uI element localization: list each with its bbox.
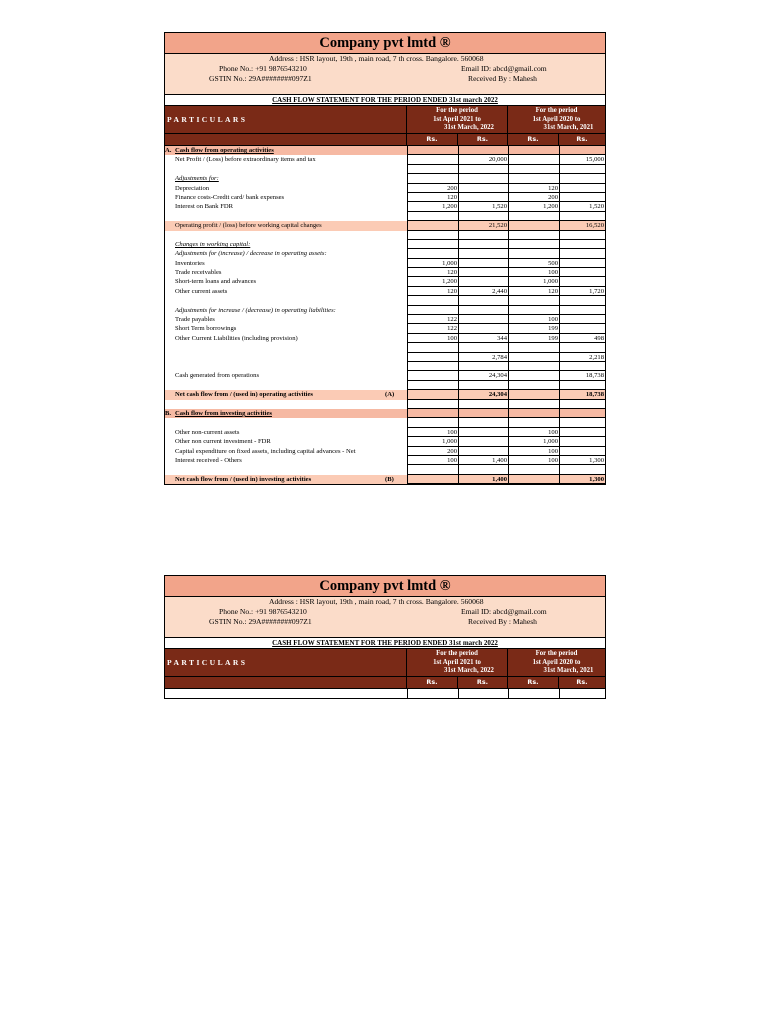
amount-cell (559, 343, 605, 352)
amount-cell (458, 362, 508, 371)
table-row (165, 362, 605, 371)
amount-cell: 500 (508, 259, 559, 268)
table-row (165, 437, 605, 446)
amount-cell (458, 240, 508, 249)
table-row (165, 174, 605, 183)
row-label: Adjustments for (increase) / decrease in operating assets: (175, 250, 327, 258)
row-label (165, 465, 407, 474)
table-header (165, 649, 605, 677)
amount-cell: 1,200 (508, 202, 559, 211)
row-label: Inventories (175, 259, 205, 267)
amount-cell (407, 146, 458, 155)
amount-cell: 120 (508, 184, 559, 193)
amount-cell (458, 381, 508, 390)
amount-cell (407, 409, 458, 418)
row-label: Depreciation (175, 184, 210, 192)
amount-cell: 1,200 (407, 277, 458, 286)
company-gstin: GSTIN No.: 29A########097Z1 (209, 74, 312, 83)
table-row (165, 418, 605, 427)
period-2022-heading: For the period 1st April 2021 to 31st March, 2022 (407, 649, 508, 676)
amount-cell: 18,738 (559, 371, 605, 380)
amount-cell: 20,000 (458, 155, 508, 164)
amount-cell (508, 400, 559, 409)
particulars-heading: PARTICULARS (165, 649, 407, 676)
amount-cell (559, 240, 605, 249)
amount-cell (508, 231, 559, 240)
amount-cell (407, 400, 458, 409)
amount-cell: 1,000 (407, 437, 458, 446)
amount-cell (508, 390, 559, 399)
amount-cell (508, 296, 559, 305)
table-row (165, 193, 605, 202)
amount-cell: 100 (508, 268, 559, 277)
amount-cell (508, 165, 559, 174)
table-row (165, 277, 605, 286)
row-label: Cash flow from operating activities (175, 147, 274, 154)
amount-cell (508, 306, 559, 315)
row-label: Cash flow from investing activities (175, 409, 272, 417)
amount-cell (407, 155, 458, 164)
table-row (165, 381, 605, 390)
table-row (165, 249, 605, 258)
row-label: Interest on Bank FDR (175, 203, 234, 211)
statement-title: CASH FLOW STATEMENT FOR THE PERIOD ENDED 31st march 2022 (165, 638, 605, 649)
amount-cell: 122 (407, 315, 458, 324)
currency-row: Rs. Rs. Rs. Rs. (165, 134, 605, 146)
row-label (165, 353, 407, 362)
table-row (165, 165, 605, 174)
row-label: Other Current Liabilities (including provision) (175, 334, 298, 342)
amount-cell: 100 (407, 428, 458, 437)
amount-cell (508, 343, 559, 352)
amount-cell (508, 155, 559, 164)
amount-cell (559, 296, 605, 305)
amount-cell (508, 353, 559, 362)
table-row (165, 212, 605, 221)
period-2021-heading: For the period 1st April 2020 to 31st March, 2021 (532, 107, 594, 132)
row-label: Changes in working capital: (175, 240, 251, 248)
company-title: Company pvt lmtd ® (165, 32, 605, 54)
row-label (165, 165, 407, 174)
table-row (165, 268, 605, 277)
amount-cell (559, 165, 605, 174)
amount-cell (407, 475, 458, 484)
row-label: Adjustments for increase / (decrease) in operating liabilities: (175, 306, 336, 314)
company-info (165, 54, 605, 84)
amount-cell (559, 315, 605, 324)
amount-cell: 2,218 (559, 353, 605, 362)
row-label: Other non-current assets (175, 428, 240, 436)
row-tag: (A) (385, 391, 395, 399)
amount-cell: 16,520 (559, 221, 605, 230)
cash-flow-sheet-2 (164, 575, 606, 699)
table-row (165, 315, 605, 324)
amount-cell (458, 465, 508, 474)
amount-cell (458, 212, 508, 221)
table-row (165, 353, 605, 362)
amount-cell (407, 296, 458, 305)
amount-cell (559, 437, 605, 446)
amount-cell: 120 (407, 268, 458, 277)
period-2022-heading: For the period 1st April 2021 to 31st March, 2022 (407, 106, 508, 133)
table-row (165, 287, 605, 296)
amount-cell (559, 409, 605, 418)
table-row (165, 146, 605, 155)
row-label (165, 418, 407, 427)
amount-cell (458, 146, 508, 155)
amount-cell (458, 231, 508, 240)
company-address: Address : HSR layout, 19th , main road, 7 th cross. Bangalore. 560068 (269, 597, 484, 606)
row-label: Trade payables (175, 316, 215, 324)
amount-cell: 1,300 (559, 475, 605, 484)
amount-cell (559, 324, 605, 333)
amount-cell: 21,520 (458, 221, 508, 230)
amount-cell (458, 296, 508, 305)
amount-cell (458, 184, 508, 193)
amount-cell: 2,440 (458, 287, 508, 296)
company-email: Email ID: abcd@gmail.com (461, 607, 547, 616)
amount-cell: 100 (407, 456, 458, 465)
amount-cell (458, 418, 508, 427)
amount-cell (559, 428, 605, 437)
amount-cell (407, 362, 458, 371)
amount-cell: 15,000 (559, 155, 605, 164)
amount-cell (458, 249, 508, 258)
section-marker: A. (165, 147, 172, 154)
amount-cell (407, 343, 458, 352)
amount-cell (508, 362, 559, 371)
amount-cell (508, 240, 559, 249)
amount-cell (559, 212, 605, 221)
amount-cell (458, 306, 508, 315)
amount-cell (508, 146, 559, 155)
table-row (165, 202, 605, 211)
amount-cell: 1,400 (458, 475, 508, 484)
amount-cell (407, 390, 458, 399)
row-label: Capital expenditure on fixed assets, including capital advances - Net (175, 447, 356, 455)
table-row (165, 343, 605, 352)
amount-cell (407, 418, 458, 427)
row-label (165, 381, 407, 390)
table-row (165, 155, 605, 164)
company-phone: Phone No.: +91 9876543210 (219, 64, 307, 73)
amount-cell (508, 221, 559, 230)
row-label: Other current assets (175, 287, 228, 295)
amount-cell: 1,520 (559, 202, 605, 211)
row-label (165, 296, 407, 305)
currency-row: Rs. Rs. Rs. Rs. (165, 677, 605, 689)
row-label (165, 343, 407, 352)
row-label: Other non current investment - FDR (175, 438, 271, 446)
amount-cell (559, 193, 605, 202)
amount-cell (559, 231, 605, 240)
received-by: Received By : Mahesh (468, 617, 537, 626)
amount-cell (407, 353, 458, 362)
amount-cell: 2,784 (458, 353, 508, 362)
row-label: Adjustments for: (175, 175, 219, 183)
amount-cell (407, 240, 458, 249)
row-label (165, 362, 407, 371)
amount-cell: 120 (508, 287, 559, 296)
amount-cell (407, 381, 458, 390)
amount-cell (407, 174, 458, 183)
amount-cell (407, 221, 458, 230)
row-label (165, 212, 407, 221)
amount-cell: 498 (559, 334, 605, 343)
amount-cell (458, 268, 508, 277)
table-row (165, 231, 605, 240)
row-label: Operating profit / (loss) before working capital changes (175, 222, 322, 230)
table-row (165, 334, 605, 343)
table-row (165, 409, 605, 418)
table-row (165, 428, 605, 437)
amount-cell: 18,738 (559, 390, 605, 399)
company-email: Email ID: abcd@gmail.com (461, 64, 547, 73)
amount-cell: 199 (508, 324, 559, 333)
cash-flow-sheet-1 (164, 32, 606, 485)
amount-cell (559, 249, 605, 258)
amount-cell: 200 (407, 447, 458, 456)
statement-rows (165, 146, 605, 484)
table-row (165, 259, 605, 268)
amount-cell (458, 437, 508, 446)
row-label: Trade receivables (175, 269, 222, 277)
amount-cell (559, 268, 605, 277)
amount-cell (407, 165, 458, 174)
amount-cell (559, 418, 605, 427)
amount-cell (559, 306, 605, 315)
row-label (165, 231, 407, 240)
amount-cell: 120 (407, 287, 458, 296)
amount-cell (508, 249, 559, 258)
amount-cell (559, 400, 605, 409)
amount-cell (508, 409, 559, 418)
amount-cell (559, 259, 605, 268)
amount-cell: 344 (458, 334, 508, 343)
amount-cell: 122 (407, 324, 458, 333)
section-marker: B. (165, 409, 172, 417)
amount-cell: 200 (508, 193, 559, 202)
amount-cell: 200 (407, 184, 458, 193)
amount-cell: 120 (407, 193, 458, 202)
amount-cell (559, 174, 605, 183)
amount-cell (559, 447, 605, 456)
table-row (165, 456, 605, 465)
amount-cell (407, 249, 458, 258)
amount-cell: 100 (508, 456, 559, 465)
amount-cell (508, 418, 559, 427)
amount-cell: 24,304 (458, 390, 508, 399)
row-label: Net cash flow from / (used in) investing activities (175, 475, 312, 483)
amount-cell (458, 315, 508, 324)
amount-cell: 1,520 (458, 202, 508, 211)
row-label: Net cash flow from / (used in) operating activities (175, 391, 313, 399)
amount-cell (508, 212, 559, 221)
company-phone: Phone No.: +91 9876543210 (219, 607, 307, 616)
amount-cell (559, 381, 605, 390)
amount-cell: 1,200 (407, 202, 458, 211)
amount-cell (407, 306, 458, 315)
amount-cell (559, 146, 605, 155)
table-row (165, 324, 605, 333)
amount-cell: 100 (407, 334, 458, 343)
received-by: Received By : Mahesh (468, 74, 537, 83)
company-gstin: GSTIN No.: 29A########097Z1 (209, 617, 312, 626)
row-label: Cash generated from operations (175, 372, 260, 380)
table-row (165, 306, 605, 315)
amount-cell (559, 362, 605, 371)
amount-cell (458, 400, 508, 409)
amount-cell: 100 (508, 428, 559, 437)
period-2021-heading: For the period 1st April 2020 to 31st March, 2021 (532, 650, 594, 675)
amount-cell (508, 475, 559, 484)
amount-cell (508, 174, 559, 183)
table-row (165, 465, 605, 474)
row-label: Short Term borrowings (175, 325, 237, 333)
company-info (165, 597, 605, 627)
amount-cell (559, 465, 605, 474)
amount-cell (559, 184, 605, 193)
amount-cell (458, 277, 508, 286)
amount-cell: 1,720 (559, 287, 605, 296)
amount-cell (458, 165, 508, 174)
amount-cell (407, 231, 458, 240)
amount-cell (458, 428, 508, 437)
amount-cell: 100 (508, 447, 559, 456)
amount-cell: 1,000 (508, 277, 559, 286)
table-row (165, 689, 605, 698)
amount-cell (508, 465, 559, 474)
table-row (165, 447, 605, 456)
table-row (165, 400, 605, 409)
table-row (165, 296, 605, 305)
amount-cell (458, 174, 508, 183)
amount-cell (458, 324, 508, 333)
amount-cell (407, 212, 458, 221)
row-label: Short-term loans and advances (175, 278, 257, 286)
amount-cell: 1,000 (407, 259, 458, 268)
amount-cell (559, 277, 605, 286)
table-row (165, 371, 605, 380)
row-tag: (B) (385, 475, 394, 483)
amount-cell: 199 (508, 334, 559, 343)
amount-cell: 100 (508, 315, 559, 324)
table-row (165, 221, 605, 230)
amount-cell: 1,000 (508, 437, 559, 446)
amount-cell (458, 409, 508, 418)
amount-cell: 24,304 (458, 371, 508, 380)
statement-title: CASH FLOW STATEMENT FOR THE PERIOD ENDED 31st march 2022 (165, 95, 605, 106)
table-header (165, 106, 605, 134)
table-row (165, 184, 605, 193)
row-label: Finance costs-Credit card/ bank expenses (175, 193, 285, 201)
row-label (165, 400, 407, 409)
amount-cell (458, 343, 508, 352)
table-row (165, 475, 605, 484)
amount-cell (407, 465, 458, 474)
amount-cell (458, 447, 508, 456)
amount-cell (458, 193, 508, 202)
amount-cell (407, 371, 458, 380)
amount-cell (508, 371, 559, 380)
table-row (165, 240, 605, 249)
particulars-heading: PARTICULARS (165, 106, 407, 133)
table-row (165, 390, 605, 399)
amount-cell: 1,400 (458, 456, 508, 465)
row-label: Net Profit / (Loss) before extraordinary items and tax (175, 156, 316, 164)
amount-cell (508, 381, 559, 390)
amount-cell: 1,300 (559, 456, 605, 465)
amount-cell (458, 259, 508, 268)
company-address: Address : HSR layout, 19th , main road, 7 th cross. Bangalore. 560068 (269, 54, 484, 63)
company-title: Company pvt lmtd ® (165, 575, 605, 597)
row-label: Interest received - Others (175, 456, 242, 464)
